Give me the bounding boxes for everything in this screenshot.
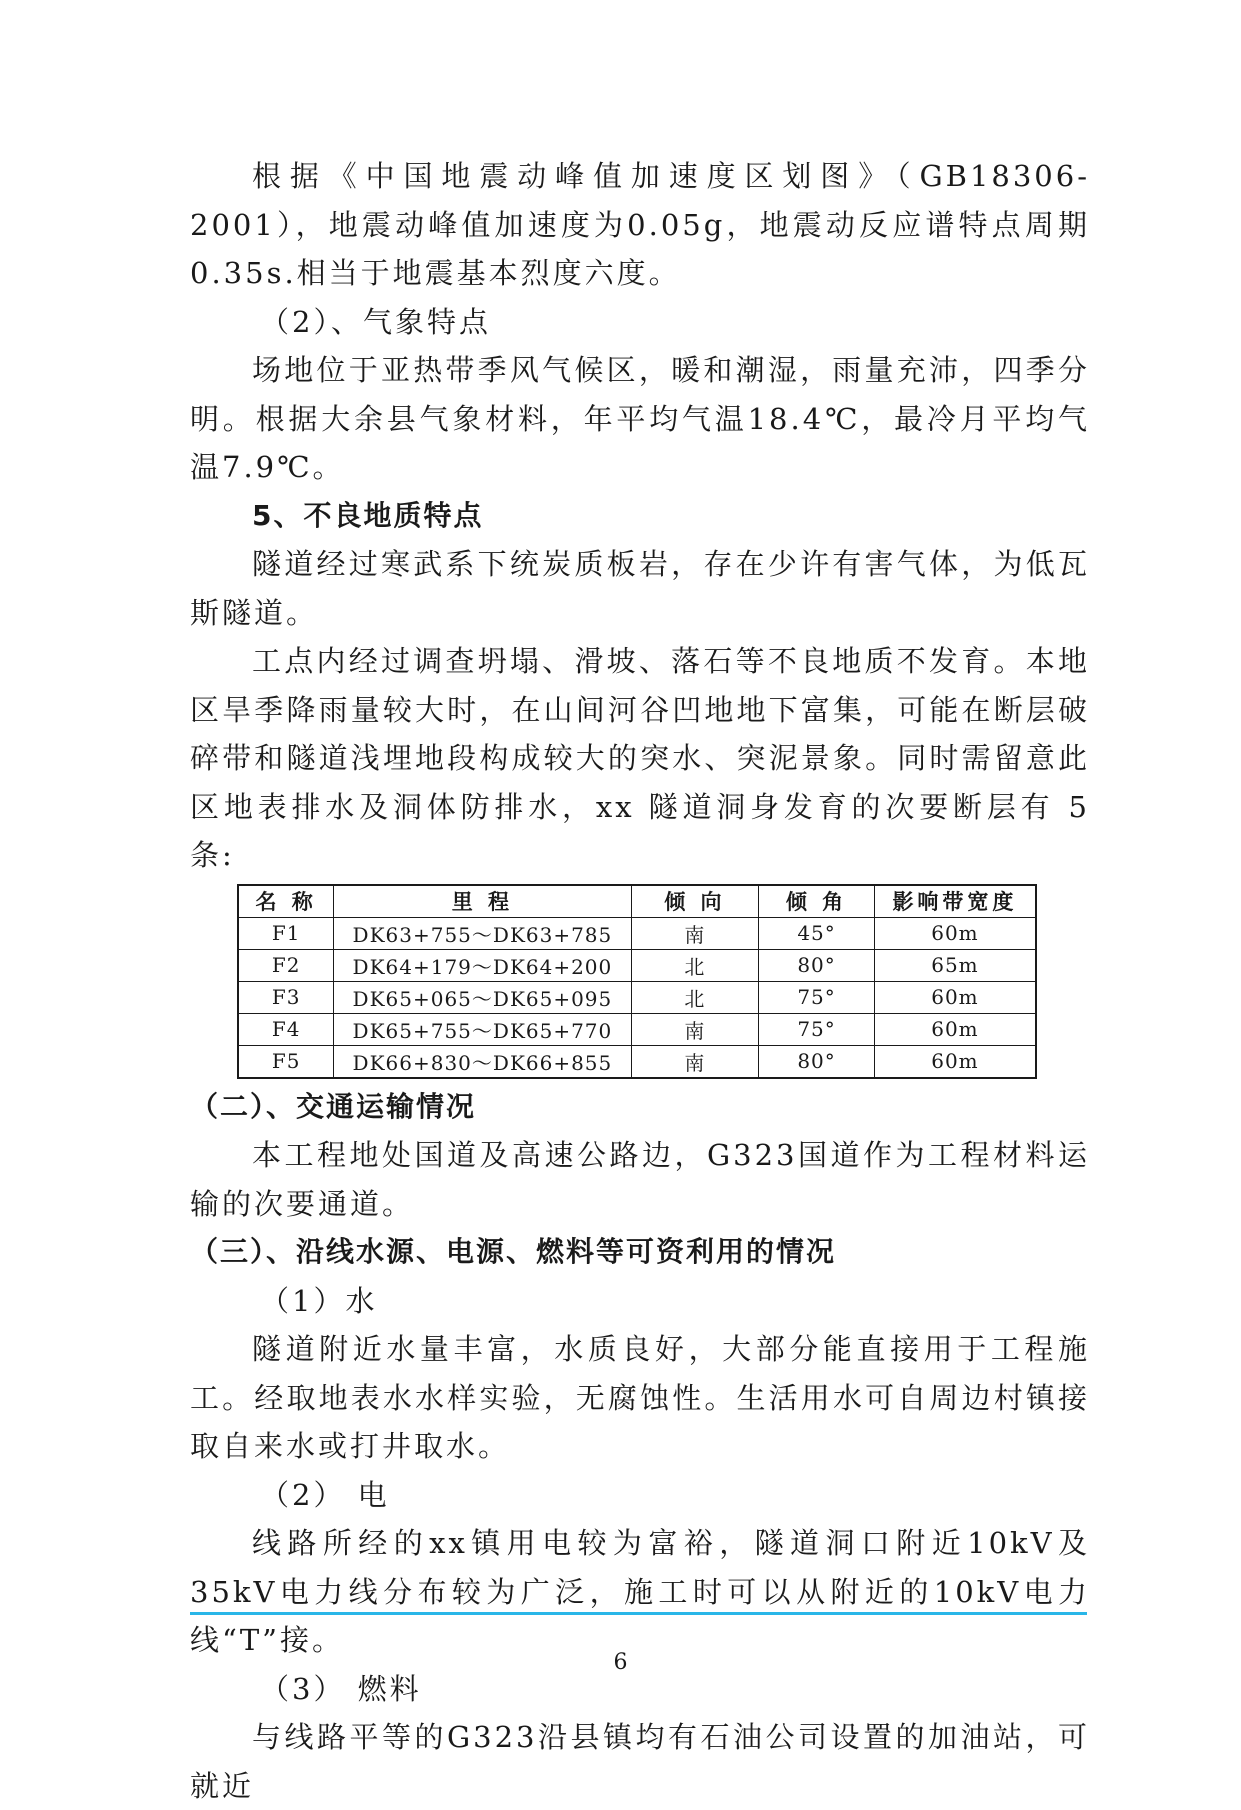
resources-heading: （三）、沿线水源、电源、燃料等可资利用的情况: [190, 1235, 837, 1268]
fault-chainage: DK63+755～DK63+785: [334, 917, 631, 949]
footer-rule: [190, 1612, 1087, 1615]
header-dip-angle: 倾 角: [759, 885, 875, 918]
fault-name: F2: [238, 949, 334, 981]
page-number: 6: [613, 1650, 628, 1675]
fault-table: [237, 884, 1037, 1079]
table-row: [238, 949, 1036, 981]
fault-zone-width: 65m: [874, 949, 1036, 981]
climate-paragraph: 场地位于亚热带季风气候区，暖和潮湿，雨量充沛，四季分明。根据大余县气象材料，年平均气温18.4℃，最冷月平均气温7.9℃。: [190, 353, 1090, 484]
fault-chainage: DK65+755～DK65+770: [334, 1013, 631, 1045]
table-row: [238, 1013, 1036, 1045]
fault-chainage: DK66+830～DK66+855: [334, 1045, 631, 1078]
fault-dip-angle: 45°: [759, 917, 875, 949]
traffic-paragraph: 本工程地处国道及高速公路边，G323国道作为工程材料运输的次要通道。: [190, 1138, 1090, 1221]
gas-paragraph: 隧道经过寒武系下统炭质板岩，存在少许有害气体，为低瓦斯隧道。: [190, 547, 1090, 630]
fault-dip-direction: 南: [631, 1013, 759, 1045]
table-row: [238, 981, 1036, 1013]
fault-zone-width: 60m: [874, 981, 1036, 1013]
fault-dip-angle: 75°: [759, 981, 875, 1013]
fault-name: F4: [238, 1013, 334, 1045]
fault-table-header-row: [238, 885, 1036, 918]
header-dip-direction: 倾 向: [631, 885, 759, 918]
seismic-paragraph: 根据《中国地震动峰值加速度区划图》（GB18306-2001），地震动峰值加速度为0.05g，地震动反应谱特点周期0.35s.相当于地震基本烈度六度。: [190, 159, 1090, 290]
header-name: 名 称: [238, 885, 334, 918]
fault-name: F1: [238, 917, 334, 949]
fault-name: F5: [238, 1045, 334, 1078]
water-paragraph: 隧道附近水量丰富，水质良好，大部分能直接用于工程施工。经取地表水水样实验，无腐蚀性。生活用水可自周边村镇接取自来水或打井取水。: [190, 1332, 1090, 1463]
water-heading: （1）水: [260, 1283, 378, 1318]
fuel-paragraph: 与线路平等的G323沿县镇均有石油公司设置的加油站，可就近: [190, 1720, 1090, 1803]
document-body: [190, 152, 1090, 1810]
fault-dip-angle: 75°: [759, 1013, 875, 1045]
fault-chainage: DK65+065～DK65+095: [334, 981, 631, 1013]
fuel-heading: （3） 燃料: [260, 1671, 422, 1706]
fault-dip-angle: 80°: [759, 949, 875, 981]
fault-zone-width: 60m: [874, 1045, 1036, 1078]
header-zone-width: 影响带宽度: [874, 885, 1036, 918]
fault-dip-direction: 南: [631, 1045, 759, 1078]
power-heading: （2） 电: [260, 1477, 390, 1512]
fault-chainage: DK64+179～DK64+200: [334, 949, 631, 981]
fault-zone-width: 60m: [874, 917, 1036, 949]
hazards-paragraph: 工点内经过调查坍塌、滑坡、落石等不良地质不发育。本地区旱季降雨量较大时，在山间河谷凹地地下富集，可能在断层破碎带和隧道浅埋地段构成较大的突水、突泥景象。同时需留意此区地表排水及洞体防排水，xx 隧道洞身发育的次要断层有 5 条:: [190, 644, 1090, 872]
fault-dip-angle: 80°: [759, 1045, 875, 1078]
bad-geology-heading: 5、不良地质特点: [252, 498, 484, 532]
table-row: [238, 1045, 1036, 1078]
traffic-heading: （二）、交通运输情况: [190, 1089, 477, 1123]
table-row: [238, 917, 1036, 949]
fault-zone-width: 60m: [874, 1013, 1036, 1045]
header-chainage: 里 程: [334, 885, 631, 918]
fault-name: F3: [238, 981, 334, 1013]
power-paragraph: 线路所经的xx镇用电较为富裕，隧道洞口附近10kV及35kV电力线分布较为广泛，施工时可以从附近的10kV电力线“T”接。: [190, 1526, 1090, 1657]
fault-dip-direction: 南: [631, 917, 759, 949]
climate-heading: （2）、气象特点: [260, 304, 491, 339]
fault-dip-direction: 北: [631, 949, 759, 981]
fault-dip-direction: 北: [631, 981, 759, 1013]
